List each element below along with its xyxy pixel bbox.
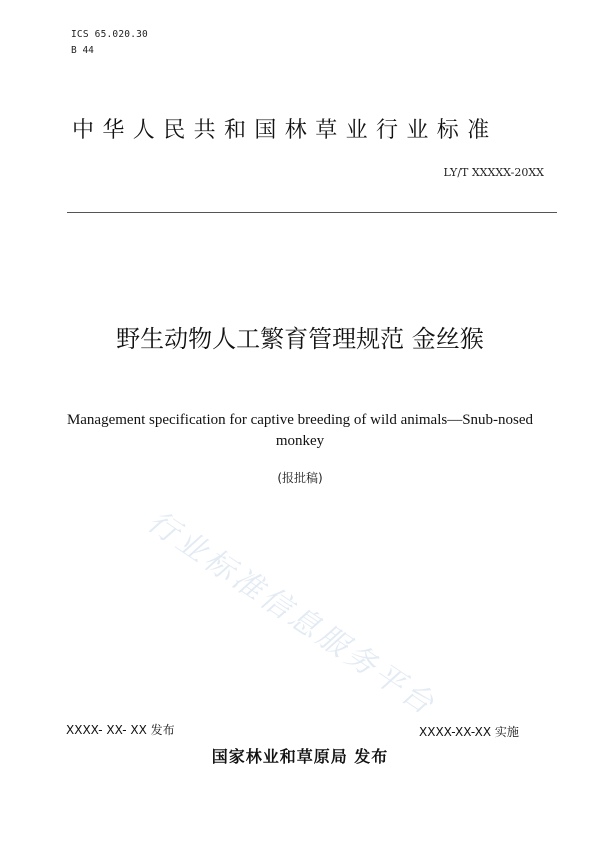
publish-date: XXXX- XX- XX 发布 [66,723,175,737]
industry-standard-title: 中华人民共和国林草业行业标准 [72,118,498,143]
watermark-text: 行业标准信息服务平台 [140,504,443,724]
implementation-date: XXXX-XX-XX 实施 [419,725,519,739]
draft-status-note: (报批稿) [277,471,323,485]
standard-code: LY/T XXXXX-20XX [443,166,544,179]
document-title-chinese: 野生动物人工繁育管理规范 金丝猴 [116,325,484,353]
issuing-authority: 国家林业和草原局 发布 [211,747,389,766]
ics-code: ICS 65.020.30 [71,29,148,40]
watermark [140,504,500,724]
header-divider [67,212,557,213]
ccs-code: B 44 [71,45,94,56]
document-title-english: Management specification for captive breeding of wild animals—Snub-nosed monkey [66,412,534,449]
